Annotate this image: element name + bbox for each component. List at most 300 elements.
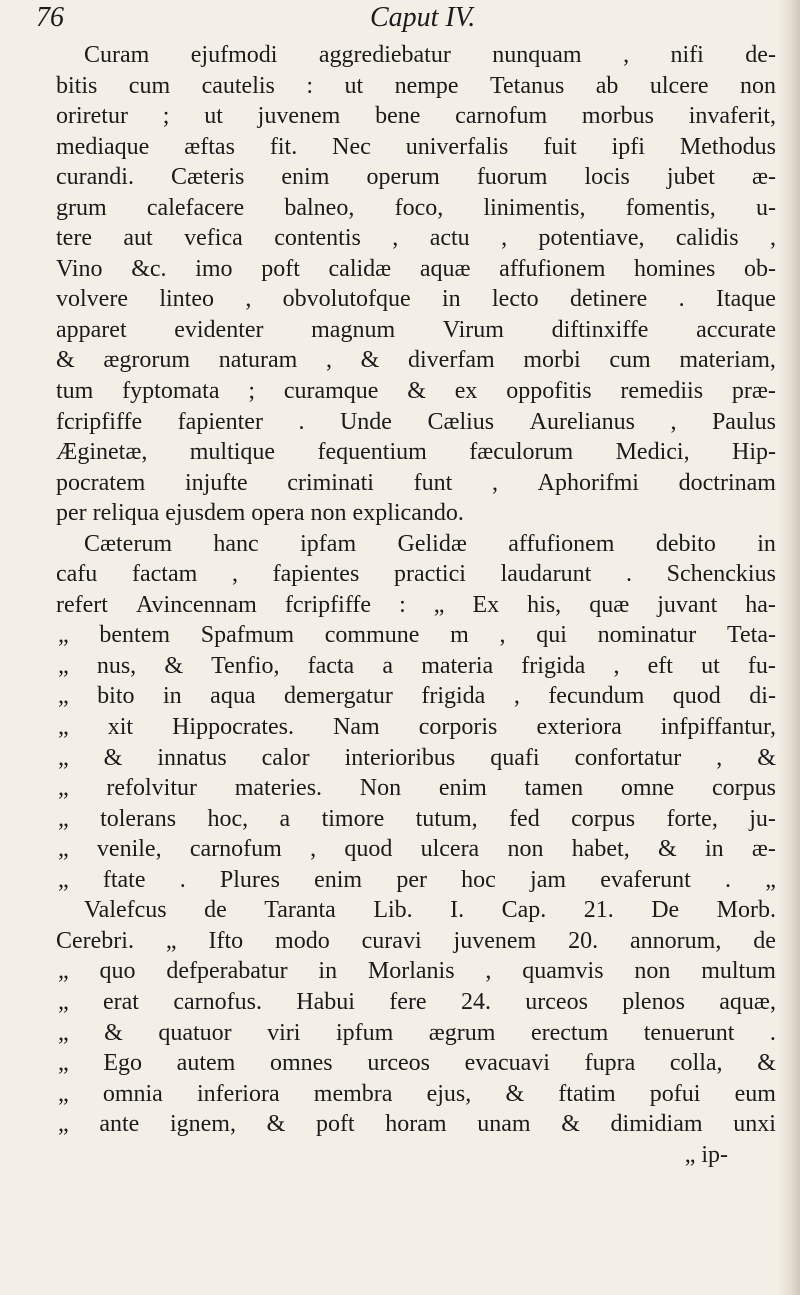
word: , xyxy=(769,225,776,252)
word: plenos xyxy=(622,988,685,1015)
word: , xyxy=(310,836,317,863)
word: materies. xyxy=(234,775,323,802)
text-line xyxy=(56,376,776,407)
word: „ xyxy=(58,775,69,802)
word: diverfam xyxy=(408,347,495,374)
word: Teta- xyxy=(727,622,776,649)
word: „ xyxy=(58,836,69,863)
word: fupra xyxy=(584,1050,636,1077)
word: hoc xyxy=(461,866,496,893)
word: fuorum xyxy=(476,164,548,191)
word: & xyxy=(103,744,123,771)
text-line xyxy=(56,437,776,468)
word: Methodus xyxy=(679,133,776,160)
text-line xyxy=(56,345,776,376)
word: 21. xyxy=(583,897,614,924)
word: horam xyxy=(385,1111,447,1138)
word: Avincennam xyxy=(135,591,257,618)
word: bito xyxy=(97,683,135,710)
word: accurate xyxy=(696,316,776,343)
text-line xyxy=(56,895,776,926)
word: exteriora xyxy=(536,714,622,741)
word: curamque xyxy=(283,378,379,405)
text-line xyxy=(56,315,776,346)
word: invaferit, xyxy=(688,103,776,130)
word: operum xyxy=(366,164,440,191)
word: & xyxy=(757,1050,776,1077)
word: omnes xyxy=(269,1050,333,1077)
word: Vino xyxy=(56,255,103,282)
word: erat xyxy=(103,988,139,1015)
text-line xyxy=(56,559,776,590)
word: curavi xyxy=(361,927,422,954)
word: morbi xyxy=(523,347,581,374)
word: , xyxy=(513,683,520,710)
word: Morb. xyxy=(716,897,776,924)
page-edge-shadow xyxy=(778,0,800,1295)
word: ftatim xyxy=(558,1080,616,1107)
word: nempe xyxy=(394,72,459,99)
word: aqua xyxy=(210,683,256,710)
word: ob- xyxy=(744,255,776,282)
word: venile, xyxy=(96,836,162,863)
word: Cælius xyxy=(427,408,495,435)
word: Itaque xyxy=(715,286,776,313)
page-number: 76 xyxy=(36,2,64,33)
word: „ xyxy=(433,591,445,618)
text-line xyxy=(56,1109,776,1140)
word: . xyxy=(179,866,186,893)
text-line xyxy=(56,101,776,132)
word: naturam xyxy=(218,347,298,374)
word: ; xyxy=(248,378,255,405)
word: : xyxy=(306,72,314,99)
word: calidæ xyxy=(328,255,392,282)
text-line xyxy=(56,254,776,285)
word: , xyxy=(326,347,332,374)
word: in xyxy=(318,958,338,985)
word: materiam, xyxy=(679,347,776,374)
text-line xyxy=(56,773,776,804)
word: Cæterum xyxy=(84,530,172,557)
word: ulcera xyxy=(420,836,480,863)
word: univerfalis xyxy=(405,133,509,160)
word: ut xyxy=(344,72,364,99)
word: , xyxy=(499,622,506,649)
word: ftate xyxy=(102,866,146,893)
word: „ xyxy=(165,927,177,954)
word: confortatur xyxy=(574,744,682,771)
word: Gelidæ xyxy=(397,530,467,557)
word: Cæteris xyxy=(171,164,245,191)
word: grum xyxy=(56,194,107,221)
word: Non xyxy=(359,775,402,802)
word: „ xyxy=(58,744,69,771)
word: a xyxy=(382,652,394,679)
word: . xyxy=(625,561,632,588)
word: apparet xyxy=(56,316,127,343)
word: , xyxy=(231,561,238,588)
word: De xyxy=(651,897,680,924)
word: potentiave, xyxy=(538,225,645,252)
text-line xyxy=(56,193,776,224)
word: juvant xyxy=(657,591,718,618)
word: „ xyxy=(58,1050,69,1077)
word: Tetanus xyxy=(490,72,565,99)
word: & xyxy=(505,1080,525,1107)
word: Ifto xyxy=(208,927,244,954)
word: tamen xyxy=(524,775,584,802)
word: „ xyxy=(58,683,69,710)
word: doctrinam xyxy=(678,469,776,496)
word: multique xyxy=(189,439,276,466)
text-line xyxy=(56,529,776,560)
text-line xyxy=(56,804,776,835)
word: , xyxy=(245,286,252,313)
word: „ xyxy=(58,958,69,985)
word: fyptomata xyxy=(122,378,220,405)
word: 20. xyxy=(568,927,599,954)
word: m xyxy=(450,622,469,649)
word: nifi xyxy=(670,42,704,68)
word: Cap. xyxy=(501,897,547,924)
word: fit. xyxy=(269,133,298,160)
word: , xyxy=(716,744,723,771)
word: Schenckius xyxy=(666,561,776,588)
word: Medici, xyxy=(615,439,690,466)
word: refolvitur xyxy=(106,775,198,802)
word: , xyxy=(670,408,677,435)
word: fed xyxy=(509,805,540,832)
word: in xyxy=(704,836,724,863)
word: & xyxy=(104,1019,123,1046)
word: Paulus xyxy=(711,408,776,435)
word: detinere xyxy=(569,286,648,313)
word: non xyxy=(507,836,544,863)
word: & xyxy=(266,1111,286,1138)
word: fapienter xyxy=(177,408,263,435)
word: . xyxy=(298,408,305,435)
word: fecundum xyxy=(548,683,645,710)
word: forte, xyxy=(666,805,718,832)
word: mediaque xyxy=(56,133,150,160)
word: „ xyxy=(58,714,69,741)
word: oriretur xyxy=(56,103,128,130)
word: facta xyxy=(307,652,355,679)
word: „ xyxy=(58,988,69,1015)
word: factam xyxy=(131,561,198,588)
text-line xyxy=(56,620,776,651)
word: hanc xyxy=(213,530,259,557)
word: de xyxy=(204,897,227,924)
word: Lib. xyxy=(373,897,413,924)
word: autem xyxy=(176,1050,236,1077)
word: bitis xyxy=(56,72,98,99)
word: annorum, xyxy=(630,927,722,954)
word: & xyxy=(757,744,776,771)
word: innatus xyxy=(157,744,227,771)
word: carnofus. xyxy=(173,988,262,1015)
word: ipfi xyxy=(611,133,645,160)
word: fæculorum xyxy=(469,439,574,466)
word: quafi xyxy=(490,744,540,771)
word: nus, xyxy=(96,652,137,679)
word: habet, xyxy=(571,836,630,863)
word: ipfum xyxy=(335,1019,394,1046)
word: , xyxy=(613,652,620,679)
word: enim xyxy=(314,866,363,893)
body-text xyxy=(56,40,776,1170)
word: eum xyxy=(734,1080,776,1107)
word: a xyxy=(279,805,291,832)
word: „ xyxy=(58,622,69,649)
text-line xyxy=(56,712,776,743)
word: ab xyxy=(595,72,619,99)
word: , xyxy=(491,469,498,496)
word: „ xyxy=(58,1080,69,1107)
word: præ- xyxy=(731,378,776,405)
text-line: per reliqua ejusdem opera non explicando. xyxy=(56,500,464,527)
word: „ xyxy=(58,866,69,893)
word: evaferunt xyxy=(600,866,691,893)
word: hoc, xyxy=(207,805,249,832)
word: fu- xyxy=(747,652,776,679)
word: linteo xyxy=(159,286,214,313)
word: Cerebri. xyxy=(56,927,134,954)
word: , xyxy=(392,225,399,252)
word: cum xyxy=(128,72,171,99)
word: corpus xyxy=(711,775,776,802)
word: Valefcus xyxy=(84,897,167,924)
word: tolerans xyxy=(100,805,177,832)
word: „ xyxy=(58,805,69,832)
text-line xyxy=(56,284,776,315)
word: per xyxy=(396,866,427,893)
word: homines xyxy=(634,255,716,282)
word: pocratem xyxy=(56,469,146,496)
word: & xyxy=(56,347,75,374)
word: obvolutofque xyxy=(282,286,411,313)
word: æ- xyxy=(751,836,776,863)
word: ex xyxy=(454,378,478,405)
word: jubet xyxy=(666,164,715,191)
word: contentis xyxy=(274,225,361,252)
word: aquæ xyxy=(419,255,471,282)
word: xit xyxy=(107,714,134,741)
word: omne xyxy=(620,775,675,802)
word: Spafmum xyxy=(200,622,295,649)
word: fere xyxy=(389,988,427,1015)
word: Nam xyxy=(333,714,380,741)
word: erectum xyxy=(530,1019,609,1046)
word: cum xyxy=(609,347,651,374)
word: ha- xyxy=(745,591,776,618)
word: lecto xyxy=(492,286,539,313)
word: vefica xyxy=(184,225,243,252)
word: ante xyxy=(99,1111,140,1138)
word: & xyxy=(407,378,426,405)
word: dimidiam xyxy=(610,1111,703,1138)
word: nominatur xyxy=(597,622,697,649)
word: . xyxy=(769,1019,776,1046)
word: timore xyxy=(321,805,385,832)
word: cautelis xyxy=(201,72,275,99)
word: curandi. xyxy=(56,164,134,191)
word: carnofum xyxy=(455,103,548,130)
word: 24. xyxy=(460,988,491,1015)
text-line xyxy=(56,407,776,438)
word: „ xyxy=(765,866,776,893)
word: Nec xyxy=(332,133,371,160)
text-line xyxy=(56,223,776,254)
word: evidenter xyxy=(174,316,264,343)
word: Unde xyxy=(339,408,392,435)
word: Plures xyxy=(219,866,280,893)
word: & xyxy=(658,836,677,863)
running-head: Caput IV. xyxy=(370,2,476,33)
word: : xyxy=(399,591,406,618)
word: volvere xyxy=(56,286,128,313)
word: laudarunt xyxy=(500,561,592,588)
word: linimentis, xyxy=(483,194,586,221)
word: „ xyxy=(58,1111,69,1138)
text-line xyxy=(56,1018,776,1049)
word: commune xyxy=(324,622,420,649)
word: carnofum xyxy=(189,836,282,863)
text-line xyxy=(56,590,776,621)
word: Hip- xyxy=(731,439,776,466)
word: quod xyxy=(344,836,393,863)
word: & xyxy=(164,652,183,679)
word: unxi xyxy=(733,1111,776,1138)
word: pofui xyxy=(649,1080,701,1107)
word: frigida xyxy=(421,683,486,710)
text-line xyxy=(56,71,776,102)
word: & xyxy=(561,1111,580,1138)
word: refert xyxy=(56,591,108,618)
word: actu xyxy=(429,225,470,252)
word: multum xyxy=(701,958,776,985)
word: affufionem xyxy=(499,255,606,282)
word: quo xyxy=(99,958,136,985)
word: Æginetæ, xyxy=(56,439,148,466)
word: „ xyxy=(58,652,69,679)
word: qui xyxy=(536,622,567,649)
word: injufte xyxy=(184,469,248,496)
word: debito xyxy=(655,530,716,557)
word: juvenem xyxy=(453,927,537,954)
word: ipfam xyxy=(300,530,357,557)
word: , xyxy=(485,958,492,985)
word: & xyxy=(360,347,380,374)
word: ut xyxy=(701,652,720,679)
text-line xyxy=(56,40,776,71)
word: ignem, xyxy=(169,1111,236,1138)
word: locis xyxy=(584,164,630,191)
word: Ego xyxy=(103,1050,142,1077)
word: unam xyxy=(477,1111,531,1138)
word: Tenfio, xyxy=(211,652,280,679)
text-line xyxy=(56,651,776,682)
word: bentem xyxy=(99,622,171,649)
word: Aurelianus xyxy=(529,408,635,435)
word: defperabatur xyxy=(166,958,288,985)
word: Habui xyxy=(296,988,355,1015)
text-line xyxy=(56,468,776,499)
word: cafu xyxy=(56,561,98,588)
word: fcripfiffe xyxy=(284,591,372,618)
word: non xyxy=(739,72,776,99)
word: ejus, xyxy=(426,1080,472,1107)
word: calefacere xyxy=(146,194,245,221)
word: , xyxy=(501,225,508,252)
word: di- xyxy=(749,683,776,710)
word: ulcere xyxy=(649,72,709,99)
page-header xyxy=(0,2,800,38)
word: fequentium xyxy=(317,439,427,466)
word: enim xyxy=(438,775,487,802)
word: non xyxy=(634,958,671,985)
word: Taranta xyxy=(264,897,336,924)
word: modo xyxy=(275,927,330,954)
word: fcripfiffe xyxy=(56,408,143,435)
word: ægrum xyxy=(428,1019,496,1046)
word: demergatur xyxy=(283,683,393,710)
word: aggrediebatur xyxy=(318,42,451,68)
word: jam xyxy=(530,866,567,893)
word: oppofitis xyxy=(506,378,592,405)
word: aut xyxy=(123,225,153,252)
word: colla, xyxy=(669,1050,723,1077)
word: quamvis xyxy=(522,958,604,985)
text-line xyxy=(56,1048,776,1079)
word: poft xyxy=(315,1111,355,1138)
text-line xyxy=(56,1079,776,1110)
word: Ex xyxy=(472,591,500,618)
word: nunquam xyxy=(492,42,582,68)
word: calidis xyxy=(675,225,739,252)
word: diftinxiffe xyxy=(551,316,649,343)
word: „ xyxy=(58,1019,69,1046)
word: tere xyxy=(56,225,92,252)
word: balneo, xyxy=(284,194,355,221)
word: tenuerunt xyxy=(643,1019,735,1046)
word: fuit xyxy=(543,133,577,160)
word: quod xyxy=(672,683,721,710)
word: æftas xyxy=(184,133,235,160)
text-line xyxy=(56,987,776,1018)
word: de- xyxy=(745,42,776,68)
text-line xyxy=(56,162,776,193)
word: juvenem xyxy=(257,103,341,130)
word: ut xyxy=(204,103,223,130)
word: morbus xyxy=(581,103,654,130)
word: corpus xyxy=(571,805,636,832)
word: omnia xyxy=(102,1080,163,1107)
text-line xyxy=(56,681,776,712)
word: fomentis, xyxy=(625,194,716,221)
word: membra xyxy=(313,1080,393,1107)
word: foco, xyxy=(394,194,444,221)
word: affufionem xyxy=(508,530,615,557)
word: practici xyxy=(393,561,466,588)
word: . xyxy=(678,286,685,313)
word: quatuor xyxy=(158,1019,232,1046)
word: in xyxy=(757,530,776,557)
word: criminati xyxy=(287,469,374,496)
word: in xyxy=(163,683,182,710)
word: enim xyxy=(281,164,330,191)
